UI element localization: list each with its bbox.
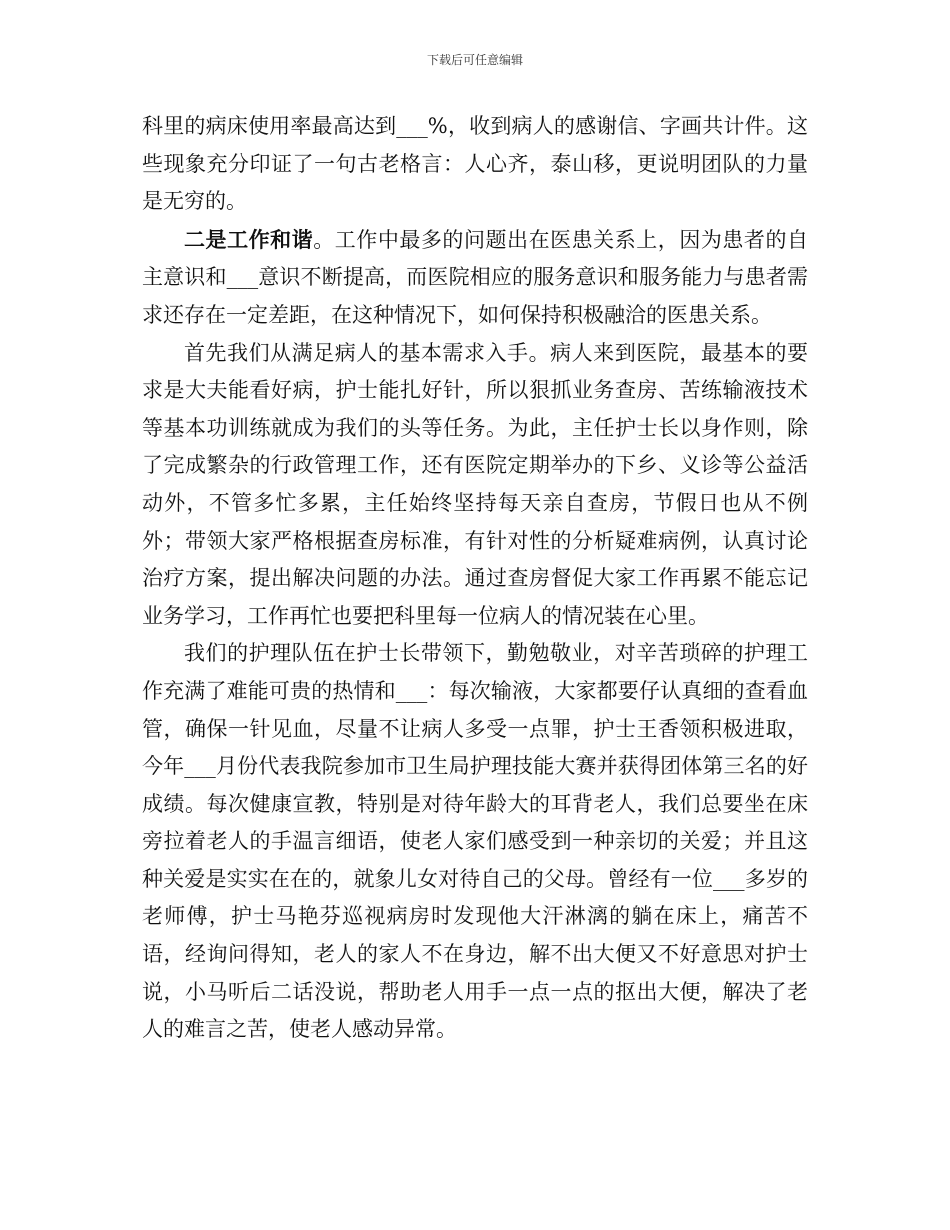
paragraph-3 — [142, 335, 808, 636]
document-body — [142, 108, 808, 1049]
page-header: 下载后可任意编辑 — [426, 53, 523, 67]
paragraph-4 — [142, 635, 808, 1049]
paragraph-2 — [142, 221, 808, 335]
paragraph-2-heading: 二是工作和谐 — [184, 226, 314, 252]
paragraph-3-text: 首先我们从满足病人的基本需求入手。病人来到医院，最基本的要求是大夫能看好病，护士能扎好针，所以狠抓业务查房、苦练输液技术等基本功训练就成为我们的头等任务。为此，主任护士长以身作则，除了完成繁杂的行政管理工作，还有医院定期举办的下乡、义诊等公益活动外，不管多忙多累，主任始终坚持每天亲自查房，节假日也从不例外；带领大家严格根据查房标准，有针对性的分析疑难病例，认真讨论治疗方案，提出解决问题的办法。通过查房督促大家工作再累不能忘记业务学习，工作再忙也要把科里每一位病人的情况装在心里。 — [142, 340, 808, 628]
paragraph-4-text: 我们的护理队伍在护士长带领下，勤勉敬业，对辛苦琐碎的护理工作充满了难能可贵的热情和___：每次输液，大家都要仔认真细的查看血管，确保一针见血，尽量不让病人多受一点罪，护士王香领积极进取，今年___月份代表我院参加市卫生局护理技能大赛并获得团体第三名的好成绩。每次健康宣教，特别是对待年龄大的耳背老人，我们总要坐在床旁拉着老人的手温言细语，使老人家们感受到一种亲切的关爱；并且这种关爱是实实在在的，就象儿女对待自己的父母。曾经有一位___多岁的老师傅，护士马艳芬巡视病房时发现他大汗淋漓的躺在床上，痛苦不语，经询问得知，老人的家人不在身边，解不出大便又不好意思对护士说，小马听后二话没说，帮助老人用手一点一点的抠出大便，解决了老人的难言之苦，使老人感动异常。 — [142, 641, 808, 1042]
paragraph-1 — [142, 108, 808, 221]
paragraph-1-text: 科里的病床使用率最高达到___%，收到病人的感谢信、字画共计件。这些现象充分印证了一句古老格言：人心齐，泰山移，更说明团队的力量是无穷的。 — [142, 114, 808, 214]
paragraph-2-text: 。工作中最多的问题出在医患关系上，因为患者的自主意识和___意识不断提高，而医院相应的服务意识和服务能力与患者需求还存在一定差距，在这种情况下，如何保持积极融洽的医患关系。 — [142, 227, 809, 327]
